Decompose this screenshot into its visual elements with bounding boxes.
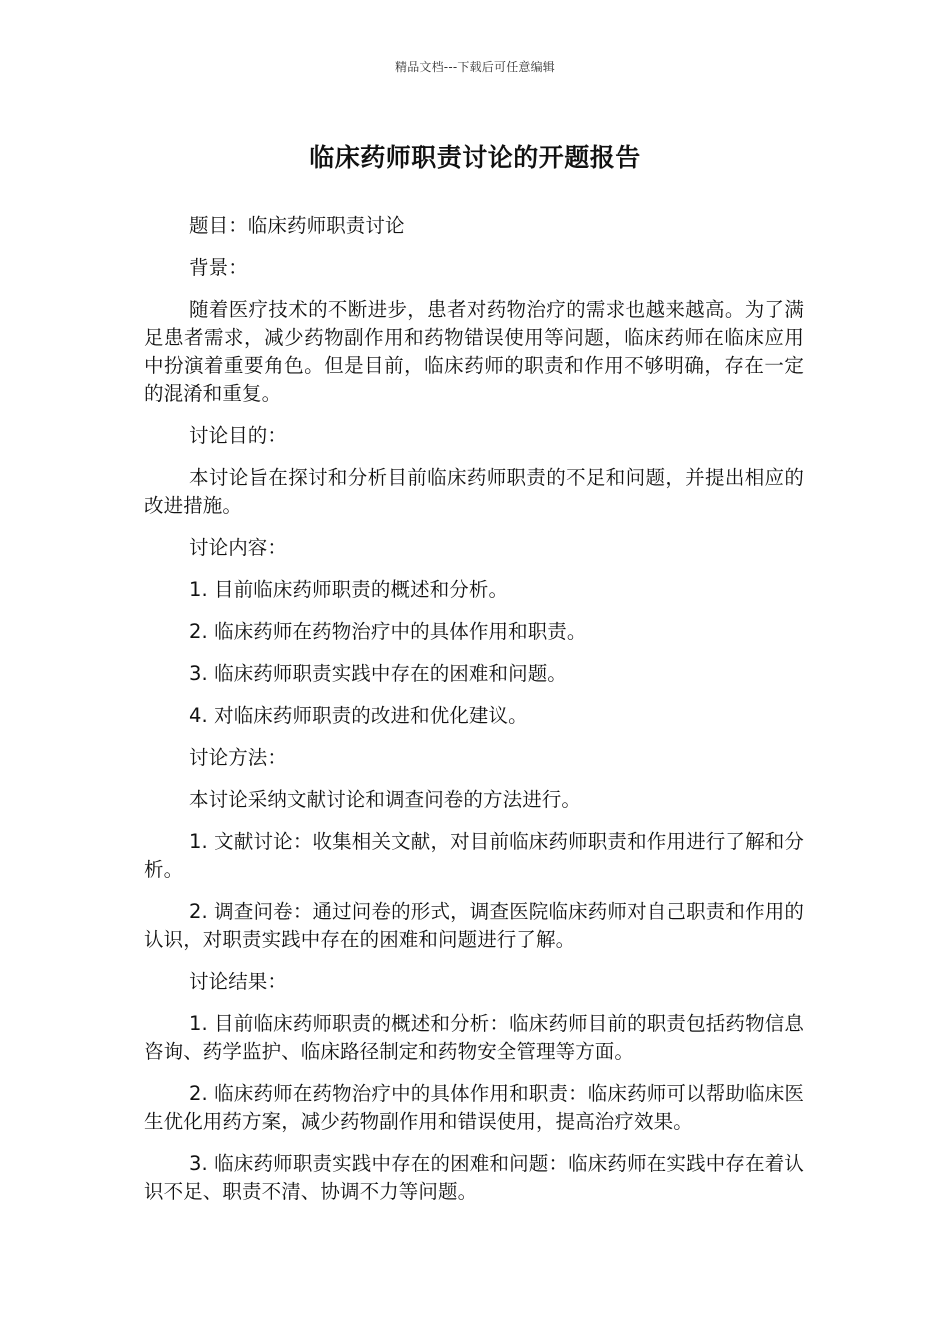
method-item: 1. 文献讨论：收集相关文献，对目前临床药师职责和作用进行了解和分析。 bbox=[144, 830, 804, 881]
heading-purpose: 讨论目的： bbox=[189, 424, 288, 447]
document-title: 临床药师职责讨论的开题报告 bbox=[309, 143, 641, 172]
content-item: 3. 临床药师职责实践中存在的困难和问题。 bbox=[189, 662, 567, 685]
content-item: 1. 目前临床药师职责的概述和分析。 bbox=[189, 578, 509, 601]
heading-results: 讨论结果： bbox=[189, 970, 288, 993]
heading-content: 讨论内容： bbox=[189, 536, 288, 559]
document-body bbox=[144, 212, 804, 1220]
paragraph-purpose: 本讨论旨在探讨和分析目前临床药师职责的不足和问题，并提出相应的改进措施。 bbox=[144, 466, 804, 517]
method-item: 2. 调查问卷：通过问卷的形式，调查医院临床药师对自己职责和作用的认识，对职责实践中存在的困难和问题进行了解。 bbox=[144, 900, 804, 951]
result-item: 2. 临床药师在药物治疗中的具体作用和职责：临床药师可以帮助临床医生优化用药方案，减少药物副作用和错误使用，提高治疗效果。 bbox=[144, 1082, 804, 1133]
paragraph-method: 本讨论采纳文献讨论和调查问卷的方法进行。 bbox=[189, 788, 582, 811]
content-item: 4. 对临床药师职责的改进和优化建议。 bbox=[189, 704, 528, 727]
paragraph-background: 随着医疗技术的不断进步，患者对药物治疗的需求也越来越高。为了满足患者需求，减少药物副作用和药物错误使用等问题，临床药师在临床应用中扮演着重要角色。但是目前，临床药师的职责和作用不够明确，存在一定的混淆和重复。 bbox=[144, 298, 804, 405]
heading-method: 讨论方法： bbox=[189, 746, 288, 769]
heading-background: 背景： bbox=[189, 256, 248, 279]
paragraph-topic: 题目：临床药师职责讨论 bbox=[189, 214, 405, 237]
content-item: 2. 临床药师在药物治疗中的具体作用和职责。 bbox=[189, 620, 587, 643]
result-item: 1. 目前临床药师职责的概述和分析：临床药师目前的职责包括药物信息咨询、药学监护、临床路径制定和药物安全管理等方面。 bbox=[144, 1012, 804, 1063]
page-header: 精品文档---下载后可任意编辑 bbox=[395, 60, 555, 74]
result-item: 3. 临床药师职责实践中存在的困难和问题：临床药师在实践中存在着认识不足、职责不清、协调不力等问题。 bbox=[144, 1152, 804, 1203]
